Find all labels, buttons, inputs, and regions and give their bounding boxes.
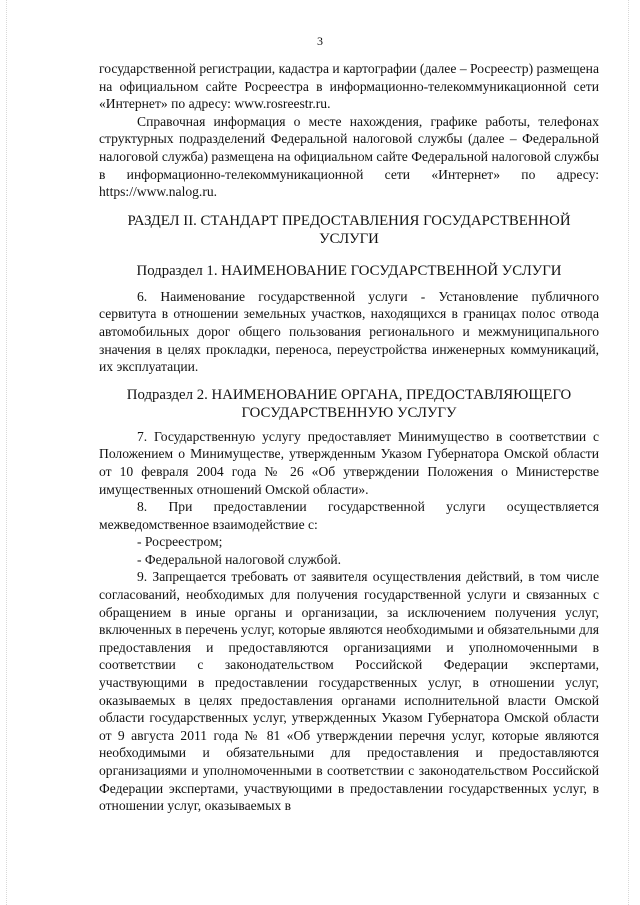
paragraph-9: 9. Запрещается требовать от заявителя осуществления действий, в том числе согласований, необходимых для получения государственной услуги и связанных с обращением в иные органы и организации, за исключением получения услуг, включенных в перечень услуг, которые являются необходимыми и обязательными для предоставления и предоставляются организациями и уполномоченными в соответствии с законодательством Российской Федерации экспертами, участвующими в предоставлении государственных услуг, в отношении услуг, оказываемых в целях предоставления органами исполнительной власти Омской области государственных услуг, утвержденных Указом Губернатора Омской области от 9 августа 2011 года № 81 «Об утверждении перечня услуг, которые являются необходимыми и обязательными для предоставления и предоставляются организациями и уполномоченными в соответствии с законодательством Российской Федерации экспертами, участвующими в предоставлении государственных услуг, в отношении услуг, оказываемых в <box>99 569 599 814</box>
document-body <box>99 60 599 815</box>
section-heading: РАЗДЕЛ II. СТАНДАРТ ПРЕДОСТАВЛЕНИЯ ГОСУДАРСТВЕННОЙ УСЛУГИ <box>127 212 571 247</box>
paragraph-7: 7. Государственную услугу предоставляет Минимущество в соответствии с Положением о Минимуществе, утвержденным Указом Губернатора Омской области от 10 февраля 2004 года № 26 «Об утверждении Положения о Министерстве имущественных отношений Омской области». <box>99 428 599 497</box>
list-item-rosreestr: - Росреестром; <box>137 534 223 550</box>
page-number: 3 <box>317 34 323 48</box>
subsection-heading-1: Подраздел 1. НАИМЕНОВАНИЕ ГОСУДАРСТВЕННОЙ УСЛУГИ <box>136 262 562 279</box>
paragraph-rosreestr-info: государственной регистрации, кадастра и картографии (далее – Росреестр) размещена на официальном сайте Росреестра в информационно-телекоммуникационной сети «Интернет» по адресу: www.rosreestr.ru. <box>99 61 599 112</box>
subsection-heading-2: Подраздел 2. НАИМЕНОВАНИЕ ОРГАНА, ПРЕДОСТАВЛЯЮЩЕГО ГОСУДАРСТВЕННУЮ УСЛУГУ <box>126 386 572 421</box>
paragraph-8: 8. При предоставлении государственной услуги осуществляется межведомственное взаимодействие с: <box>99 499 599 532</box>
paragraph-6: 6. Наименование государственной услуги - Установление публичного сервитута в отношении земельных участков, находящихся в границах полос отвода автомобильных дорог общего пользования регионального и межмуниципального значения в целях прокладки, переноса, переустройства инженерных коммуникаций, их эксплуатации. <box>99 288 599 375</box>
paragraph-tax-service-info: Справочная информация о месте нахождения, графике работы, телефонах структурных подразделений Федеральной налоговой службы (далее – Федеральной налоговой служба) размещена на официальном сайте Федеральной налоговой службы в информационно-телекоммуникационной сети «Интернет» по адресу: https://www.nalog.ru. <box>99 113 599 200</box>
list-item-tax-service: - Федеральной налоговой службой. <box>137 551 342 567</box>
scan-edge-left <box>6 0 9 905</box>
scan-edge-right <box>628 0 631 905</box>
